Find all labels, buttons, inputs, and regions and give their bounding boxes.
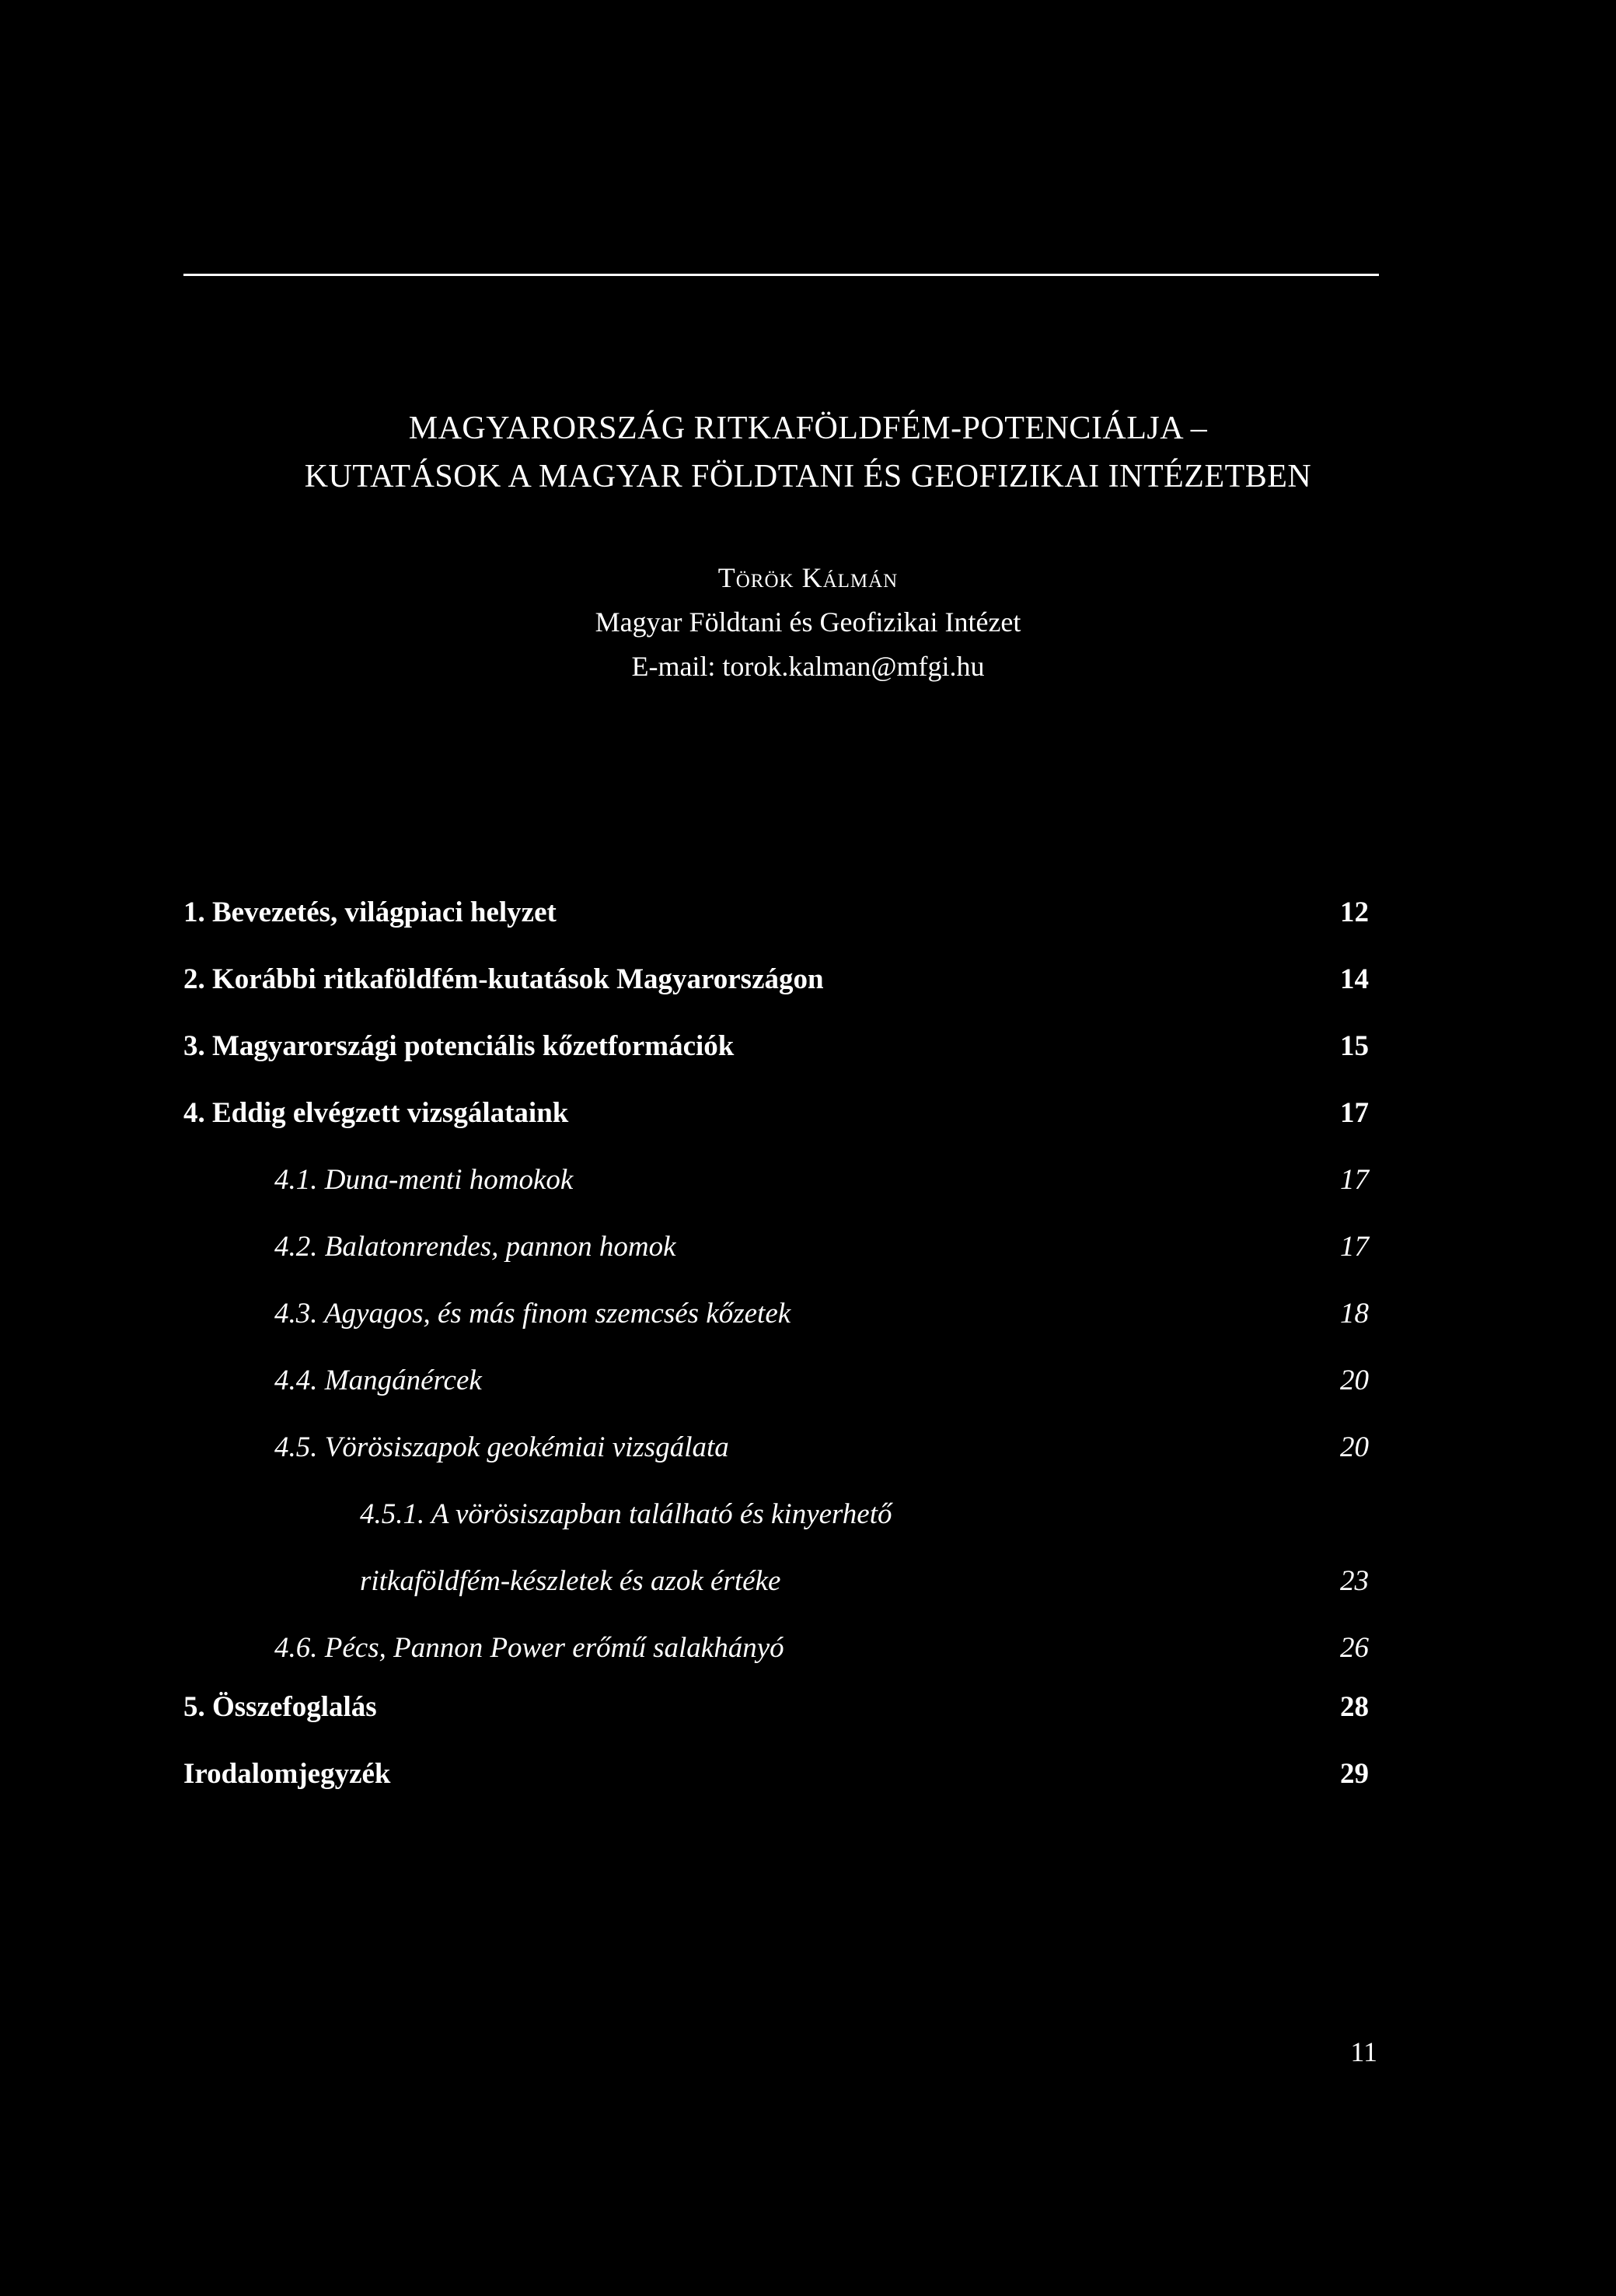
toc-entry-page: 23 — [1340, 1565, 1369, 1597]
toc-entry-page: 26 — [1340, 1632, 1369, 1664]
toc-entry-4-1 — [274, 1160, 1369, 1200]
toc-entry-label: 4.5. Vörösiszapok geokémiai vizsgálata — [274, 1431, 729, 1463]
toc-entry-4-2 — [274, 1227, 1369, 1267]
toc-entry-label: 5. Összefoglalás — [183, 1691, 377, 1723]
toc-entry-page: 14 — [1340, 963, 1369, 995]
toc-entry-label: 4.5.1. A vörösiszapban található és kinyerhető — [360, 1498, 892, 1530]
toc-entry-4-4 — [274, 1361, 1369, 1401]
author-name: Török Kálmán — [717, 562, 899, 593]
toc-entry-label: 1. Bevezetés, világpiaci helyzet — [183, 896, 557, 928]
title-line-2: KUTATÁSOK A MAGYAR FÖLDTANI ÉS GEOFIZIKAI INTÉZETBEN — [304, 459, 1312, 494]
toc-entry-page: 20 — [1340, 1431, 1369, 1463]
toc-entry-page: 15 — [1340, 1030, 1369, 1062]
author-email: E-mail: torok.kalman@mfgi.hu — [631, 651, 985, 682]
toc-entry-label: 2. Korábbi ritkaföldfém-kutatások Magyarországon — [183, 963, 824, 995]
toc-entry-page: 20 — [1340, 1365, 1369, 1396]
toc-entry-references — [183, 1754, 1369, 1795]
toc-entry-label: 4.6. Pécs, Pannon Power erőmű salakhányó — [274, 1632, 784, 1664]
toc-entry-1 — [183, 893, 1369, 933]
title-line-1: MAGYARORSZÁG RITKAFÖLDFÉM-POTENCIÁLJA – — [408, 411, 1208, 446]
toc-entry-page: 17 — [1340, 1231, 1369, 1263]
toc-entry-label: 4.1. Duna-menti homokok — [274, 1164, 574, 1196]
page-number: 11 — [1350, 2036, 1377, 2067]
toc-entry-4-5-1-cont — [360, 1561, 1369, 1602]
toc-entry-label: 4.2. Balatonrendes, pannon homok — [274, 1231, 676, 1263]
toc-entry-page: 18 — [1340, 1298, 1369, 1330]
toc-entry-label: Irodalomjegyzék — [183, 1758, 391, 1790]
toc-entry-page: 29 — [1340, 1758, 1369, 1790]
toc-entry-label: 3. Magyarországi potenciális kőzetformációk — [183, 1030, 735, 1062]
toc-entry-label: 4. Eddig elvégzett vizsgálataink — [183, 1097, 569, 1129]
toc-entry-label: 4.3. Agyagos, és más finom szemcsés kőzetek — [274, 1298, 791, 1330]
toc-entry-4-5-1 — [360, 1494, 1369, 1535]
author-institute: Magyar Földtani és Geofizikai Intézet — [595, 606, 1021, 638]
toc-entry-4-3 — [274, 1294, 1369, 1334]
toc-entry-4-5 — [274, 1428, 1369, 1468]
toc-entry-4-6 — [274, 1628, 1369, 1669]
toc-entry-page: 17 — [1340, 1164, 1369, 1196]
toc-entry-label: 4.4. Mangánércek — [274, 1365, 482, 1396]
toc-entry-3 — [183, 1026, 1369, 1067]
toc-entry-label: ritkaföldfém-készletek és azok értéke — [360, 1565, 781, 1597]
toc-entry-page: 28 — [1340, 1691, 1369, 1723]
toc-entry-page: 17 — [1340, 1097, 1369, 1129]
toc-entry-4 — [183, 1093, 1369, 1134]
toc-entry-2 — [183, 959, 1369, 1000]
toc-entry-page: 12 — [1340, 896, 1369, 928]
toc-entry-5 — [183, 1687, 1369, 1728]
